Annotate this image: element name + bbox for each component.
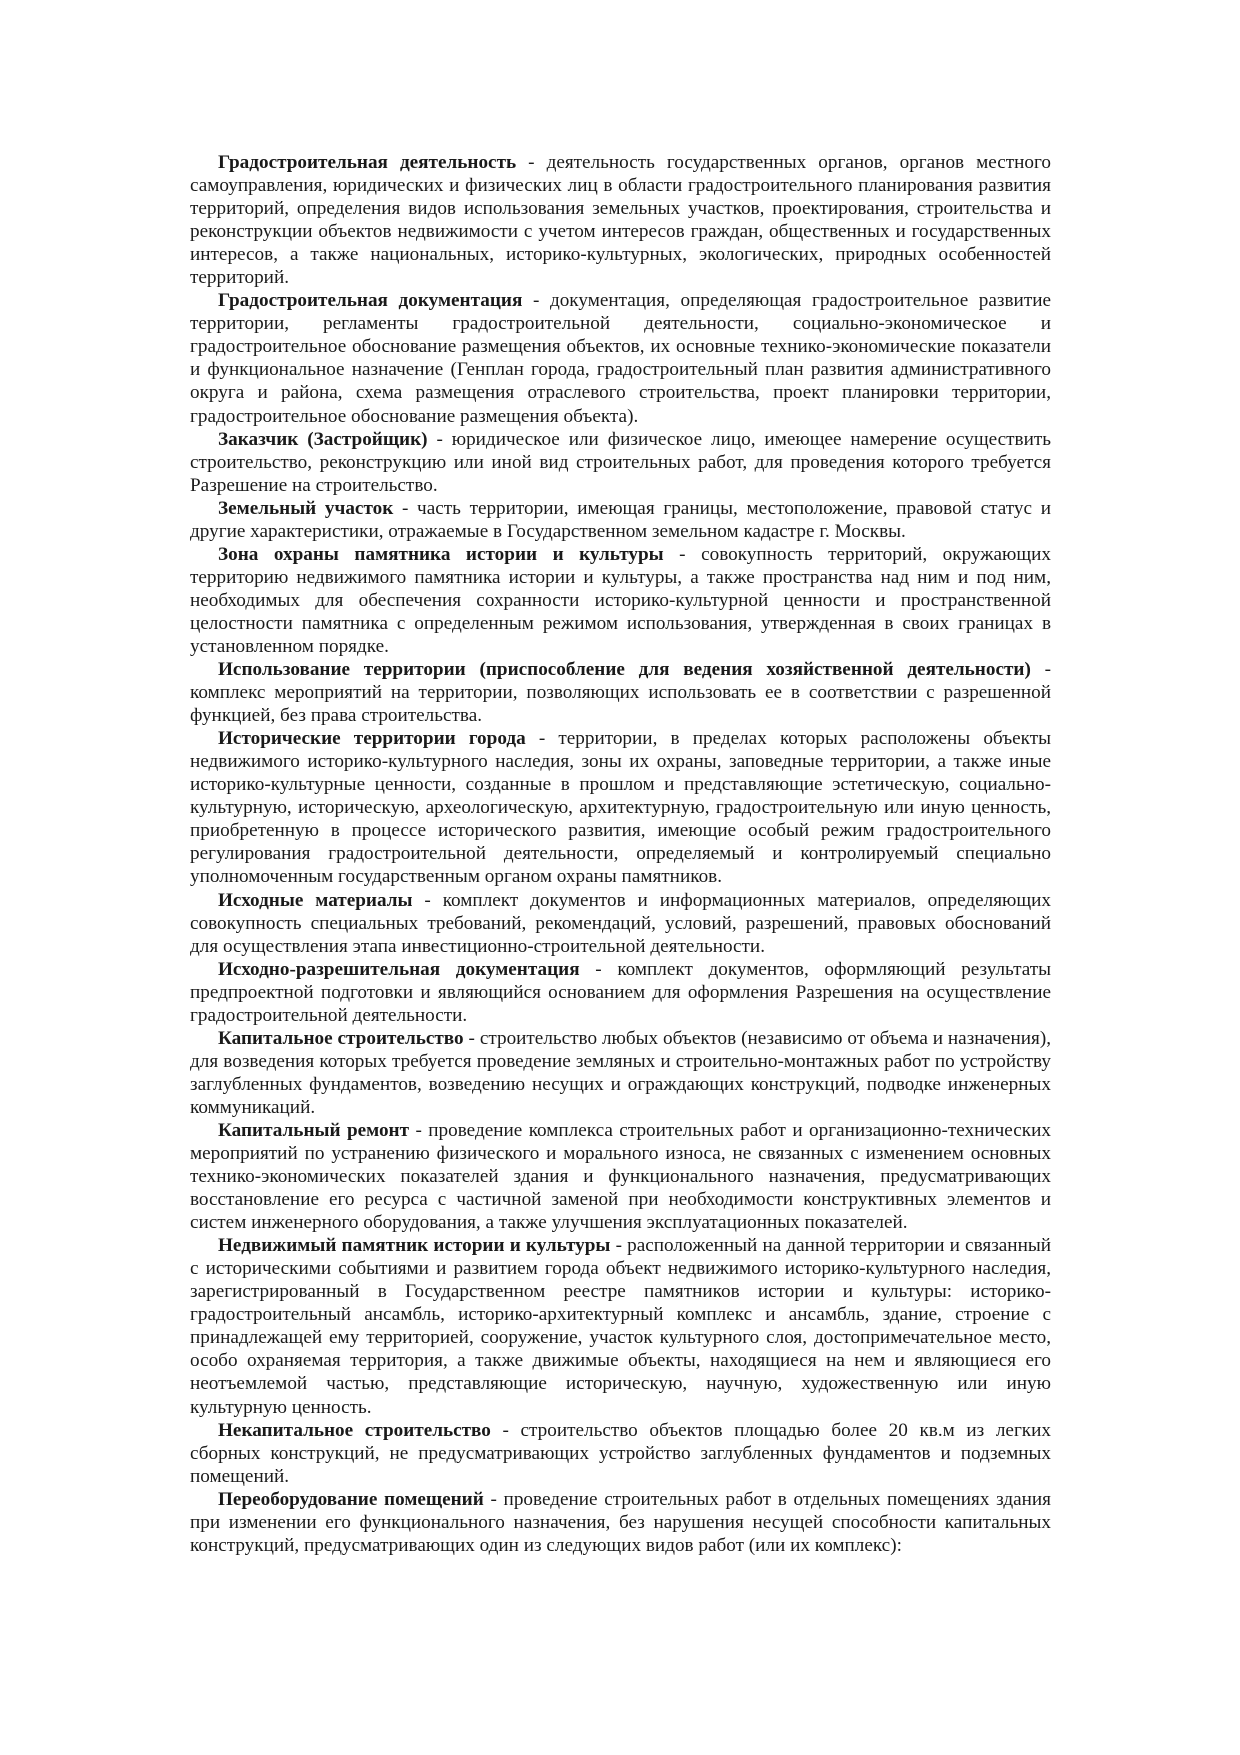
definition: - документация, определяющая градостроительное развитие территории, регламенты градостроительной деятельности, социально-экономическое и градостроительное обоснование размещения объектов, их основные технико-экономические показатели и функциональное назначение (Генплан города, градостроительный план развития административного округа и района, схема размещения отраслевого строительства, проект планировки территории, градостроительное обоснование размещения объекта). (190, 290, 1051, 427)
term: Исходно-разрешительная документация (218, 958, 580, 980)
term: Исходные материалы (218, 889, 413, 911)
definition: - деятельность государственных органов, органов местного самоуправления, юридических и физических лиц в области градостроительного планирования развития территорий, определения видов использования земельных участков, проектирования, строительства и реконструкции объектов недвижимости с учетом интересов граждан, общественных и государственных интересов, а также национальных, историко-культурных, экологических, природных особенностей территорий. (190, 152, 1051, 289)
definition: - комплект документов, оформляющий результаты предпроектной подготовки и являющийся основанием для оформления Разрешения на осуществление градостроительной деятельности. (190, 958, 1051, 1026)
definition-entry (190, 543, 1051, 658)
definition-entry (190, 1119, 1051, 1234)
definition-entry (190, 289, 1051, 427)
term: Градостроительная документация (218, 290, 523, 312)
term: Градостроительная деятельность (218, 152, 517, 173)
definition-entry (190, 727, 1051, 888)
definition: - часть территории, имеющая границы, местоположение, правовой статус и другие характеристики, отражаемые в Государственном земельном кадастре г. Москвы. (190, 497, 1051, 542)
term: Использование территории (приспособление для ведения хозяйственной деятельности) (218, 659, 1031, 681)
term: Заказчик (Застройщик) (218, 428, 428, 450)
definition: - комплекс мероприятий на территории, позволяющих использовать ее в соответствии с разрешенной функцией, без права строительства. (190, 659, 1051, 727)
term: Недвижимый памятник истории и культуры (218, 1235, 611, 1257)
definition-entry (190, 1027, 1051, 1119)
definition-entry (190, 1419, 1051, 1488)
definition: - юридическое или физическое лицо, имеющее намерение осуществить строительство, реконструкцию или иной вид строительных работ, для проведения которого требуется Разрешение на строительство. (190, 428, 1051, 496)
definition-entry (190, 889, 1051, 958)
term: Капитальный ремонт (218, 1119, 410, 1141)
definition: - проведение строительных работ в отдельных помещениях здания при изменении его функционального назначения, без нарушения несущей способности капитальных конструкций, предусматривающих один из следующих видов работ (или их комплекс): (190, 1488, 1051, 1556)
definition: - комплект документов и информационных материалов, определяющих совокупность специальных требований, рекомендаций, условий, разрешений, правовых обоснований для осуществления этапа инвестиционно-строительной деятельности. (190, 889, 1051, 957)
term: Земельный участок (218, 497, 394, 519)
term: Капитальное строительство (218, 1027, 464, 1049)
definition-entry (190, 1488, 1051, 1557)
term: Зона охраны памятника истории и культуры (218, 543, 664, 565)
term: Переоборудование помещений (218, 1488, 484, 1510)
document-page (190, 151, 1051, 1557)
definition-entry (190, 428, 1051, 497)
definition-entry (190, 151, 1051, 289)
definition-entry (190, 1234, 1051, 1418)
definition-entry (190, 958, 1051, 1027)
term: Некапитальное строительство (218, 1419, 491, 1441)
definition: - проведение комплекса строительных работ и организационно-технических мероприятий по устранению физического и морального износа, не связанных с изменением основных технико-экономических показателей здания и функционального назначения, предусматривающих восстановление его ресурса с частичной заменой при необходимости конструктивных элементов и систем инженерного оборудования, а также улучшения эксплуатационных показателей. (190, 1119, 1051, 1234)
definition: - расположенный на данной территории и связанный с историческими событиями и развитием города объект недвижимого историко-культурного наследия, зарегистрированный в Государственном реестре памятников истории и культуры: историко-градостроительный ансамбль, историко-архитектурный комплекс и ансамбль, здание, строение с принадлежащей ему территорией, сооружение, участок культурного слоя, достопримечательное место, особо охраняемая территория, а также движимые объекты, находящиеся на нем и являющиеся его неотъемлемой частью, представляющие историческую, научную, художественную или иную культурную ценность. (190, 1235, 1052, 1418)
definition: - совокупность территорий, окружающих территорию недвижимого памятника истории и культуры, а также пространства над ним и под ним, необходимых для обеспечения сохранности историко-культурной ценности и пространственной целостности памятника с определенным режимом использования, утвержденная в своих границах в установленном порядке. (190, 543, 1052, 657)
definition: - территории, в пределах которых расположены объекты недвижимого историко-культурного наследия, зоны их охраны, заповедные территории, а также иные историко-культурные ценности, созданные в прошлом и представляющие эстетическую, социально-культурную, историческую, археологическую, архитектурную, градостроительную или иную ценность, приобретенную в процессе исторического развития, имеющие особый режим градостроительного регулирования градостроительной деятельности, определяемый и контролируемый специально уполномоченным государственным органом охраны памятников. (190, 728, 1051, 888)
term: Исторические территории города (218, 728, 526, 750)
definition-entry (190, 497, 1051, 543)
definition: - строительство любых объектов (независимо от объема и назначения), для возведения которых требуется проведение земляных и строительно-монтажных работ по устройству заглубленных фундаментов, возведению несущих и ограждающих конструкций, подводке инженерных коммуникаций. (190, 1027, 1051, 1118)
definition: - строительство объектов площадью более 20 кв.м из легких сборных конструкций, не предусматривающих устройство заглубленных фундаментов и подземных помещений. (190, 1419, 1051, 1487)
definition-entry (190, 658, 1051, 727)
